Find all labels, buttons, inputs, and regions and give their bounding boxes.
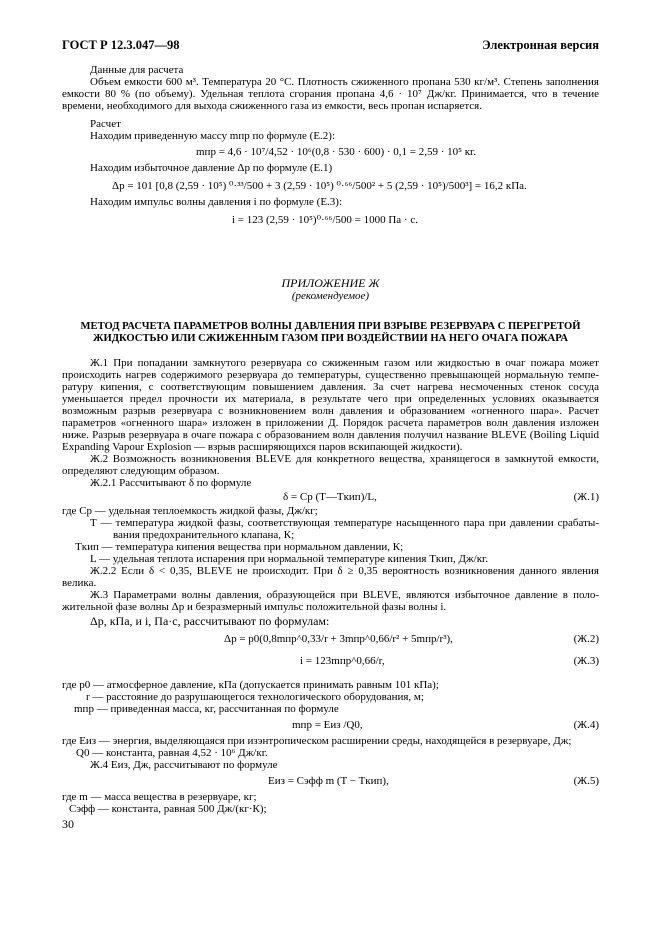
- equation-zh3-number: (Ж.3): [573, 655, 599, 667]
- appendix-title: ПРИЛОЖЕНИЕ Ж: [281, 276, 380, 290]
- where-p0: где p0 — атмосферное давление, кПа (допускается принимать равным 101 кПа);: [62, 679, 439, 691]
- equation-zh1-number: (Ж.1): [573, 491, 599, 503]
- paragraph-2-1: Ж.2.1 Рассчитывают δ по формуле: [90, 477, 252, 489]
- equation-zh1: δ = Cp (T—Tкип)/L,: [283, 491, 377, 503]
- page-number: 30: [62, 817, 74, 831]
- calc-formula-1: mпр = 4,6 · 10⁷/4,52 · 10⁶(0,8 · 530 · 600) · 0,1 = 2,59 · 10⁵ кг.: [196, 146, 477, 158]
- paragraph-3-line-2: жительной фазе волны Δp и безразмерный импульс положительной фазы волны i.: [62, 601, 447, 613]
- given-title: Данные для расчета: [90, 64, 184, 76]
- given-line-2: емкости 80 % (по объему). Удельная теплота сгорания пропана 4,6 · 10⁷ Дж/кг. Принимается, что в течение: [62, 88, 599, 100]
- calc-formula-3: i = 123 (2,59 · 10⁵)⁰·⁶⁶/500 = 1000 Па · с.: [232, 214, 418, 226]
- equation-zh4-number: (Ж.4): [573, 719, 599, 731]
- standard-code: ГОСТ Р 12.3.047—98: [62, 38, 180, 52]
- paragraph-1-line-3: ратуру кипения, с соответствующим повышением давления. За счет нагрева несмоченных стенок сосуда: [62, 381, 599, 393]
- calc-step-1: Находим приведенную массу mпр по формуле (Е.2):: [90, 130, 336, 142]
- paragraph-1-line-8: Expanding Vapour Explosion — взрыв расширяющихся паров вскипающей жидкости).: [62, 441, 463, 453]
- appendix-heading-2: ЖИДКОСТЬЮ ИЛИ СЖИЖЕННЫМ ГАЗОМ ПРИ ВОЗДЕЙСТВИИ НА НЕГО ОЧАГА ПОЖАРА: [93, 333, 568, 344]
- where-tkip: Tкип — температура кипения вещества при нормальном давлении, К;: [75, 541, 404, 553]
- where-m: где m — масса вещества в резервуаре, кг;: [62, 791, 257, 803]
- paragraph-1-line-7: ниже. Разрыв резервуара в очаге пожара с образованием волн давления получил название BLEVE (Boiling Liquid: [62, 429, 599, 441]
- equation-zh5-number: (Ж.5): [573, 775, 599, 787]
- paragraph-3-line-3: Δp, кПа, и i, Па·с, рассчитывают по формулам:: [90, 614, 330, 628]
- where-t: T — температура жидкой фазы, соответствующая температуре насыщенного пара при давлении срабаты-: [90, 517, 599, 529]
- equation-zh3: i = 123mпр^0,66/r,: [300, 655, 385, 667]
- equation-zh2: Δp = p0(0,8mпр^0,33/r + 3mпр^0,66/r² + 5mпр/r³),: [224, 633, 453, 645]
- paragraph-1-line-4: уменьшается предел прочности их материала, в результате чего при определенных условиях оказывается: [62, 393, 599, 405]
- paragraph-4: Ж.4 Eиз, Дж, рассчитывают по формуле: [90, 759, 278, 771]
- where-t-continued: вания предохранительного клапана, К;: [113, 529, 295, 541]
- paragraph-2-2-line-2: велика.: [62, 577, 97, 589]
- equation-zh2-number: (Ж.2): [573, 633, 599, 645]
- given-line-3: времени, необходимого для выхода сжиженного газа из емкости, весь пропан испаряется.: [62, 100, 482, 112]
- calc-step-2: Находим избыточное давление Δp по формуле (Е.1): [90, 162, 333, 174]
- appendix-heading-1: МЕТОД РАСЧЕТА ПАРАМЕТРОВ ВОЛНЫ ДАВЛЕНИЯ ПРИ ВЗРЫВЕ РЕЗЕРВУАРА С ПЕРЕГРЕТОЙ: [80, 321, 581, 332]
- paragraph-1-line-1: Ж.1 При попадании замкнутого резервуара со сжиженным газом или жидкостью в очаг пожара может: [90, 357, 599, 369]
- equation-zh4: mпр = Eиз /Q0,: [292, 719, 363, 731]
- paragraph-2-line-1: Ж.2 Возможность возникновения BLEVE для конкретного вещества, хранящегося в замкнутой емкости,: [90, 453, 599, 465]
- paragraph-2-line-2: определяют следующим образом.: [62, 465, 220, 477]
- where-cp: где Cp — удельная теплоемкость жидкой фазы, Дж/кг;: [62, 505, 318, 517]
- appendix-subtitle: (рекомендуемое): [291, 290, 370, 302]
- where-eiz: где Eиз — энергия, выделяющаяся при изэнтропическом расширении среды, находящейся в резервуаре, Дж;: [62, 735, 572, 747]
- calc-step-3: Находим импульс волны давления i по формуле (Е.3):: [90, 196, 343, 208]
- paragraph-1-line-5: возможным разрыв резервуара с возникновением волн давления и образованием «огненного шара». Расчет: [62, 405, 599, 417]
- where-l: L — удельная теплота испарения при нормальной температуре кипения Tкип, Дж/кг.: [90, 553, 489, 565]
- paragraph-3-line-1: Ж.3 Параметрами волны давления, образующейся при BLEVE, являются избыточное давление в поло-: [90, 589, 599, 601]
- calc-title: Расчет: [90, 118, 121, 130]
- paragraph-2-2-line-1: Ж.2.2 Если δ < 0,35, BLEVE не происходит. При δ ≥ 0,35 вероятность возникновения данного явления: [90, 565, 599, 577]
- where-mpr: mпр — приведенная масса, кг, рассчитанная по формуле: [74, 703, 339, 715]
- equation-zh5: Eиз = Cэфф m (T − Tкип),: [268, 775, 389, 787]
- calc-formula-2: Δp = 101 [0,8 (2,59 · 10⁵) ⁰·³³/500 + 3 (2,59 · 10⁵) ⁰·⁶⁶/500² + 5 (2,59 · 10⁵)/500³] = 16,2 кПа.: [112, 180, 527, 192]
- paragraph-1-line-2: происходить нагрев содержимого резервуара до температуры, существенно превышающей нормальную темпе-: [62, 369, 599, 381]
- where-q0: Q0 — константа, равная 4,52 · 10⁶ Дж/кг.: [76, 747, 268, 759]
- where-r: r — расстояние до разрушающегося технологического оборудования, м;: [86, 691, 424, 703]
- where-ceff: Cэфф — константа, равная 500 Дж/(кг·К);: [69, 803, 267, 815]
- paragraph-1-line-6: параметров «огненного шара» изложен в приложении Д. Порядок расчета параметров волн давления изложен: [62, 417, 599, 429]
- given-line-1: Объем емкости 600 м³. Температура 20 °С. Плотность сжиженного пропана 530 кг/м³. Степень заполнения: [90, 76, 599, 88]
- version-label: Электронная версия: [482, 38, 599, 52]
